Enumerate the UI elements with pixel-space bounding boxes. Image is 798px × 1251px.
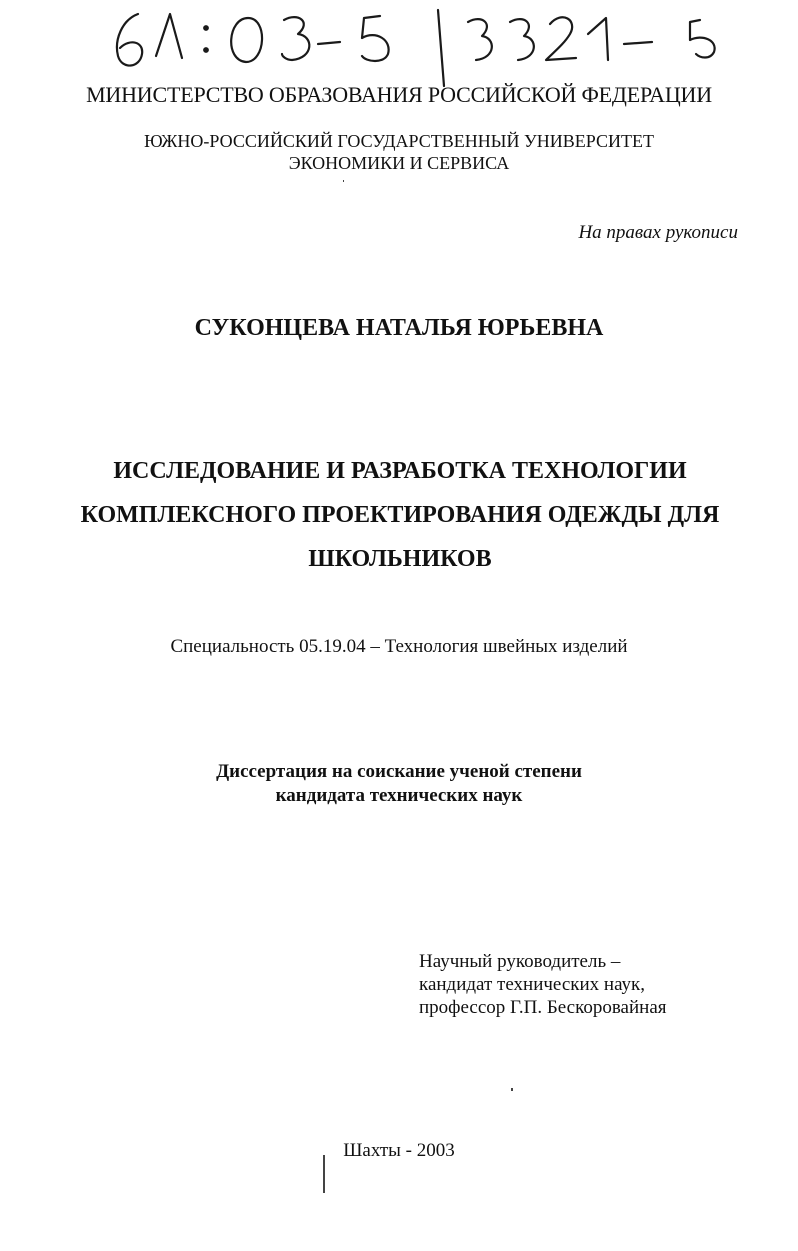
supervisor-line1: Научный руководитель – [419, 951, 621, 972]
rights-note: На правах рукописи [578, 222, 738, 243]
ministry-heading: МИНИСТЕРСТВО ОБРАЗОВАНИЯ РОССИЙСКОЙ ФЕДЕРАЦИИ [86, 82, 712, 107]
title-line: ИССЛЕДОВАНИЕ И РАЗРАБОТКА ТЕХНОЛОГИИ [113, 458, 687, 484]
dissertation-title [40, 449, 760, 581]
city-year: Шахты - 2003 [343, 1140, 455, 1161]
author-name: СУКОНЦЕВА НАТАЛЬЯ ЮРЬЕВНА [194, 315, 604, 341]
handwritten-archive-code [100, 0, 740, 90]
specialty-line: Специальность 05.19.04 – Технология швейных изделий [170, 636, 628, 657]
degree-line2: кандидата технических наук [275, 785, 523, 806]
supervisor-line3: профессор Г.П. Бескоровайная [419, 997, 667, 1018]
university-name-line2: ЭКОНОМИКИ И СЕРВИСА [288, 153, 510, 173]
scan-dot [343, 180, 344, 182]
supervisor-line2: кандидат технических наук, [419, 974, 646, 995]
university-name-line1: ЮЖНО-РОССИЙСКИЙ ГОСУДАРСТВЕННЫЙ УНИВЕРСИТЕТ [144, 131, 654, 151]
title-line: КОМПЛЕКСНОГО ПРОЕКТИРОВАНИЯ ОДЕЖДЫ ДЛЯ [80, 502, 720, 528]
title-line: ШКОЛЬНИКОВ [308, 546, 492, 572]
scan-dot [511, 1088, 513, 1091]
degree-line1: Диссертация на соискание ученой степени [216, 761, 582, 782]
scan-mark [323, 1155, 325, 1193]
supervisor-block [419, 950, 779, 1019]
